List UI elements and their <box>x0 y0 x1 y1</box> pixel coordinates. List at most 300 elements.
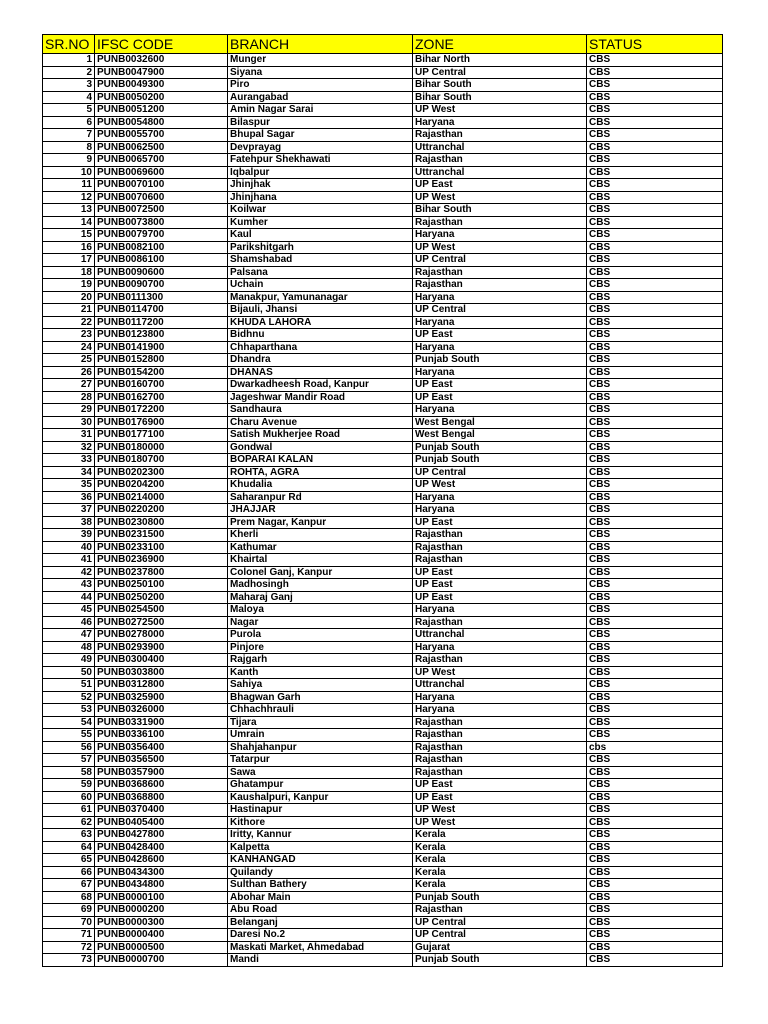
cell-zone: UP West <box>413 191 587 204</box>
cell-zone: Haryana <box>413 504 587 517</box>
cell-zone: Punjab South <box>413 954 587 967</box>
cell-branch: Khudalia <box>228 479 413 492</box>
cell-sr-no: 9 <box>43 154 95 167</box>
cell-branch: Hastinapur <box>228 804 413 817</box>
cell-ifsc-code: PUNB0141900 <box>95 341 228 354</box>
cell-status: CBS <box>587 116 723 129</box>
cell-status: CBS <box>587 266 723 279</box>
table-row <box>43 341 723 354</box>
cell-zone: UP West <box>413 241 587 254</box>
cell-sr-no: 59 <box>43 779 95 792</box>
cell-status: CBS <box>587 516 723 529</box>
cell-zone: Rajasthan <box>413 766 587 779</box>
cell-zone: Haryana <box>413 116 587 129</box>
cell-ifsc-code: PUNB0086100 <box>95 254 228 267</box>
cell-status: CBS <box>587 216 723 229</box>
cell-branch: Tijara <box>228 716 413 729</box>
cell-zone: Kerala <box>413 879 587 892</box>
cell-sr-no: 14 <box>43 216 95 229</box>
cell-ifsc-code: PUNB0368600 <box>95 779 228 792</box>
cell-ifsc-code: PUNB0180700 <box>95 454 228 467</box>
cell-ifsc-code: PUNB0204200 <box>95 479 228 492</box>
cell-sr-no: 3 <box>43 79 95 92</box>
cell-branch: Bijauli, Jhansi <box>228 304 413 317</box>
table-row <box>43 216 723 229</box>
cell-branch: Sulthan Bathery <box>228 879 413 892</box>
cell-ifsc-code: PUNB0427800 <box>95 829 228 842</box>
cell-status: CBS <box>587 841 723 854</box>
table-body <box>43 54 723 967</box>
cell-status: CBS <box>587 54 723 67</box>
cell-zone: Uttranchal <box>413 166 587 179</box>
cell-zone: Haryana <box>413 341 587 354</box>
cell-ifsc-code: PUNB0434300 <box>95 866 228 879</box>
cell-sr-no: 50 <box>43 666 95 679</box>
table-row <box>43 154 723 167</box>
table-row <box>43 604 723 617</box>
cell-ifsc-code: PUNB0069600 <box>95 166 228 179</box>
table-row <box>43 279 723 292</box>
cell-branch: Madhosingh <box>228 579 413 592</box>
cell-ifsc-code: PUNB0293900 <box>95 641 228 654</box>
table-row <box>43 904 723 917</box>
cell-ifsc-code: PUNB0230800 <box>95 516 228 529</box>
cell-branch: Ghatampur <box>228 779 413 792</box>
table-row <box>43 429 723 442</box>
cell-zone: Rajasthan <box>413 266 587 279</box>
cell-branch: Maskati Market, Ahmedabad <box>228 941 413 954</box>
cell-branch: Siyana <box>228 66 413 79</box>
cell-zone: Punjab South <box>413 441 587 454</box>
cell-ifsc-code: PUNB0172200 <box>95 404 228 417</box>
cell-branch: Fatehpur Shekhawati <box>228 154 413 167</box>
cell-branch: Colonel Ganj, Kanpur <box>228 566 413 579</box>
table-row <box>43 516 723 529</box>
cell-status: CBS <box>587 441 723 454</box>
table-row <box>43 366 723 379</box>
cell-ifsc-code: PUNB0160700 <box>95 379 228 392</box>
cell-branch: Maharaj Ganj <box>228 591 413 604</box>
cell-status: CBS <box>587 729 723 742</box>
cell-branch: Tatarpur <box>228 754 413 767</box>
cell-sr-no: 27 <box>43 379 95 392</box>
cell-ifsc-code: PUNB0370400 <box>95 804 228 817</box>
cell-zone: Rajasthan <box>413 904 587 917</box>
header-branch: BRANCH <box>228 35 413 54</box>
table-row <box>43 804 723 817</box>
cell-zone: Kerala <box>413 866 587 879</box>
cell-ifsc-code: PUNB0114700 <box>95 304 228 317</box>
cell-sr-no: 73 <box>43 954 95 967</box>
cell-status: CBS <box>587 404 723 417</box>
cell-branch: Iqbalpur <box>228 166 413 179</box>
cell-status: CBS <box>587 291 723 304</box>
cell-status: CBS <box>587 304 723 317</box>
cell-status: CBS <box>587 429 723 442</box>
cell-ifsc-code: PUNB0047900 <box>95 66 228 79</box>
table-row <box>43 504 723 517</box>
table-row <box>43 54 723 67</box>
table-row <box>43 454 723 467</box>
cell-sr-no: 54 <box>43 716 95 729</box>
cell-zone: West Bengal <box>413 429 587 442</box>
cell-sr-no: 32 <box>43 441 95 454</box>
cell-status: CBS <box>587 829 723 842</box>
table-row <box>43 716 723 729</box>
cell-sr-no: 31 <box>43 429 95 442</box>
cell-zone: Uttranchal <box>413 679 587 692</box>
table-row <box>43 679 723 692</box>
cell-status: CBS <box>587 529 723 542</box>
cell-sr-no: 69 <box>43 904 95 917</box>
cell-status: CBS <box>587 329 723 342</box>
cell-sr-no: 4 <box>43 91 95 104</box>
table-row <box>43 866 723 879</box>
cell-branch: Quilandy <box>228 866 413 879</box>
cell-branch: Bhupal Sagar <box>228 129 413 142</box>
cell-sr-no: 42 <box>43 566 95 579</box>
cell-status: CBS <box>587 816 723 829</box>
table-row <box>43 204 723 217</box>
cell-status: cbs <box>587 741 723 754</box>
cell-ifsc-code: PUNB0054800 <box>95 116 228 129</box>
cell-branch: Purola <box>228 629 413 642</box>
cell-sr-no: 55 <box>43 729 95 742</box>
cell-ifsc-code: PUNB0000300 <box>95 916 228 929</box>
cell-ifsc-code: PUNB0368800 <box>95 791 228 804</box>
cell-status: CBS <box>587 316 723 329</box>
table-row <box>43 466 723 479</box>
cell-ifsc-code: PUNB0233100 <box>95 541 228 554</box>
cell-zone: Bihar South <box>413 204 587 217</box>
cell-sr-no: 66 <box>43 866 95 879</box>
cell-zone: Rajasthan <box>413 129 587 142</box>
cell-zone: Rajasthan <box>413 554 587 567</box>
table-row <box>43 666 723 679</box>
cell-zone: UP East <box>413 791 587 804</box>
cell-status: CBS <box>587 466 723 479</box>
cell-sr-no: 23 <box>43 329 95 342</box>
cell-ifsc-code: PUNB0049300 <box>95 79 228 92</box>
table-row <box>43 854 723 867</box>
table-row <box>43 116 723 129</box>
cell-status: CBS <box>587 716 723 729</box>
cell-ifsc-code: PUNB0062500 <box>95 141 228 154</box>
cell-status: CBS <box>587 354 723 367</box>
cell-status: CBS <box>587 379 723 392</box>
cell-status: CBS <box>587 904 723 917</box>
cell-zone: UP East <box>413 179 587 192</box>
cell-zone: Bihar South <box>413 91 587 104</box>
cell-sr-no: 52 <box>43 691 95 704</box>
cell-sr-no: 51 <box>43 679 95 692</box>
cell-branch: Kithore <box>228 816 413 829</box>
cell-zone: Haryana <box>413 316 587 329</box>
cell-branch: Khairtal <box>228 554 413 567</box>
cell-branch: Chhaparthana <box>228 341 413 354</box>
cell-sr-no: 49 <box>43 654 95 667</box>
header-ifsc-code: IFSC CODE <box>95 35 228 54</box>
table-row <box>43 954 723 967</box>
table-row <box>43 129 723 142</box>
cell-ifsc-code: PUNB0072500 <box>95 204 228 217</box>
cell-zone: Haryana <box>413 604 587 617</box>
cell-status: CBS <box>587 679 723 692</box>
cell-zone: Haryana <box>413 404 587 417</box>
cell-zone: West Bengal <box>413 416 587 429</box>
cell-ifsc-code: PUNB0152800 <box>95 354 228 367</box>
cell-sr-no: 56 <box>43 741 95 754</box>
branch-table <box>42 34 723 967</box>
cell-status: CBS <box>587 879 723 892</box>
cell-sr-no: 57 <box>43 754 95 767</box>
table-row <box>43 166 723 179</box>
cell-ifsc-code: PUNB0065700 <box>95 154 228 167</box>
cell-zone: Rajasthan <box>413 541 587 554</box>
table-row <box>43 316 723 329</box>
cell-status: CBS <box>587 366 723 379</box>
cell-branch: Jageshwar Mandir Road <box>228 391 413 404</box>
cell-sr-no: 58 <box>43 766 95 779</box>
cell-status: CBS <box>587 654 723 667</box>
cell-ifsc-code: PUNB0250100 <box>95 579 228 592</box>
cell-zone: Rajasthan <box>413 754 587 767</box>
cell-zone: Rajasthan <box>413 216 587 229</box>
cell-zone: Bihar North <box>413 54 587 67</box>
cell-status: CBS <box>587 766 723 779</box>
cell-status: CBS <box>587 666 723 679</box>
cell-ifsc-code: PUNB0000100 <box>95 891 228 904</box>
table-row <box>43 291 723 304</box>
cell-branch: Sahiya <box>228 679 413 692</box>
cell-zone: UP West <box>413 816 587 829</box>
cell-zone: UP Central <box>413 66 587 79</box>
cell-ifsc-code: PUNB0254500 <box>95 604 228 617</box>
cell-zone: Rajasthan <box>413 279 587 292</box>
cell-branch: Iritty, Kannur <box>228 829 413 842</box>
cell-status: CBS <box>587 554 723 567</box>
cell-ifsc-code: PUNB0356400 <box>95 741 228 754</box>
table-row <box>43 766 723 779</box>
cell-sr-no: 60 <box>43 791 95 804</box>
table-row <box>43 179 723 192</box>
cell-sr-no: 15 <box>43 229 95 242</box>
cell-ifsc-code: PUNB0303800 <box>95 666 228 679</box>
cell-sr-no: 36 <box>43 491 95 504</box>
table-row <box>43 729 723 742</box>
table-row <box>43 304 723 317</box>
cell-status: CBS <box>587 929 723 942</box>
cell-sr-no: 67 <box>43 879 95 892</box>
cell-status: CBS <box>587 641 723 654</box>
cell-branch: Daresi No.2 <box>228 929 413 942</box>
cell-ifsc-code: PUNB0032600 <box>95 54 228 67</box>
cell-zone: Haryana <box>413 229 587 242</box>
table-row <box>43 329 723 342</box>
cell-branch: Maloya <box>228 604 413 617</box>
cell-ifsc-code: PUNB0073800 <box>95 216 228 229</box>
cell-zone: Haryana <box>413 704 587 717</box>
cell-status: CBS <box>587 454 723 467</box>
cell-sr-no: 25 <box>43 354 95 367</box>
cell-status: CBS <box>587 179 723 192</box>
cell-ifsc-code: PUNB0154200 <box>95 366 228 379</box>
cell-ifsc-code: PUNB0055700 <box>95 129 228 142</box>
cell-ifsc-code: PUNB0180000 <box>95 441 228 454</box>
cell-branch: Bidhnu <box>228 329 413 342</box>
cell-sr-no: 68 <box>43 891 95 904</box>
cell-zone: Uttranchal <box>413 141 587 154</box>
table-row <box>43 104 723 117</box>
cell-ifsc-code: PUNB0220200 <box>95 504 228 517</box>
table-row <box>43 816 723 829</box>
cell-ifsc-code: PUNB0300400 <box>95 654 228 667</box>
cell-status: CBS <box>587 129 723 142</box>
cell-sr-no: 11 <box>43 179 95 192</box>
table-row <box>43 654 723 667</box>
cell-ifsc-code: PUNB0070100 <box>95 179 228 192</box>
table-row <box>43 591 723 604</box>
cell-sr-no: 47 <box>43 629 95 642</box>
cell-branch: Devprayag <box>228 141 413 154</box>
cell-zone: UP Central <box>413 466 587 479</box>
cell-status: CBS <box>587 804 723 817</box>
table-row <box>43 829 723 842</box>
cell-zone: Punjab South <box>413 454 587 467</box>
cell-ifsc-code: PUNB0336100 <box>95 729 228 742</box>
table-row <box>43 404 723 417</box>
cell-zone: UP East <box>413 779 587 792</box>
table-row <box>43 541 723 554</box>
cell-ifsc-code: PUNB0050200 <box>95 91 228 104</box>
cell-ifsc-code: PUNB0331900 <box>95 716 228 729</box>
cell-branch: Mandi <box>228 954 413 967</box>
cell-branch: Kaushalpuri, Kanpur <box>228 791 413 804</box>
cell-status: CBS <box>587 954 723 967</box>
cell-sr-no: 28 <box>43 391 95 404</box>
cell-zone: UP West <box>413 666 587 679</box>
cell-sr-no: 71 <box>43 929 95 942</box>
cell-sr-no: 39 <box>43 529 95 542</box>
cell-status: CBS <box>587 154 723 167</box>
cell-zone: Punjab South <box>413 891 587 904</box>
cell-branch: Shamshabad <box>228 254 413 267</box>
cell-branch: Uchain <box>228 279 413 292</box>
cell-status: CBS <box>587 341 723 354</box>
cell-sr-no: 24 <box>43 341 95 354</box>
cell-ifsc-code: PUNB0428400 <box>95 841 228 854</box>
table-row <box>43 704 723 717</box>
table-row <box>43 629 723 642</box>
cell-branch: Dhandra <box>228 354 413 367</box>
cell-ifsc-code: PUNB0117200 <box>95 316 228 329</box>
table-row <box>43 66 723 79</box>
cell-status: CBS <box>587 91 723 104</box>
cell-branch: Manakpur, Yamunanagar <box>228 291 413 304</box>
cell-sr-no: 43 <box>43 579 95 592</box>
cell-ifsc-code: PUNB0202300 <box>95 466 228 479</box>
cell-status: CBS <box>587 754 723 767</box>
cell-status: CBS <box>587 479 723 492</box>
cell-zone: UP West <box>413 804 587 817</box>
cell-ifsc-code: PUNB0428600 <box>95 854 228 867</box>
cell-zone: Rajasthan <box>413 741 587 754</box>
cell-sr-no: 48 <box>43 641 95 654</box>
table-row <box>43 566 723 579</box>
cell-sr-no: 45 <box>43 604 95 617</box>
cell-sr-no: 7 <box>43 129 95 142</box>
cell-sr-no: 17 <box>43 254 95 267</box>
cell-status: CBS <box>587 866 723 879</box>
cell-ifsc-code: PUNB0214000 <box>95 491 228 504</box>
cell-sr-no: 8 <box>43 141 95 154</box>
cell-sr-no: 12 <box>43 191 95 204</box>
cell-branch: Kaul <box>228 229 413 242</box>
cell-sr-no: 61 <box>43 804 95 817</box>
cell-sr-no: 65 <box>43 854 95 867</box>
table-row <box>43 554 723 567</box>
cell-sr-no: 70 <box>43 916 95 929</box>
cell-sr-no: 19 <box>43 279 95 292</box>
cell-ifsc-code: PUNB0111300 <box>95 291 228 304</box>
table-row <box>43 791 723 804</box>
table-row <box>43 916 723 929</box>
cell-status: CBS <box>587 141 723 154</box>
cell-status: CBS <box>587 891 723 904</box>
cell-zone: UP Central <box>413 929 587 942</box>
cell-zone: Rajasthan <box>413 729 587 742</box>
cell-status: CBS <box>587 541 723 554</box>
cell-status: CBS <box>587 579 723 592</box>
cell-ifsc-code: PUNB0082100 <box>95 241 228 254</box>
cell-branch: Piro <box>228 79 413 92</box>
cell-sr-no: 21 <box>43 304 95 317</box>
table-row <box>43 266 723 279</box>
table-row <box>43 941 723 954</box>
cell-ifsc-code: PUNB0236900 <box>95 554 228 567</box>
table-row <box>43 779 723 792</box>
table-row <box>43 479 723 492</box>
cell-status: CBS <box>587 104 723 117</box>
cell-ifsc-code: PUNB0090700 <box>95 279 228 292</box>
cell-status: CBS <box>587 616 723 629</box>
cell-status: CBS <box>587 854 723 867</box>
table-row <box>43 229 723 242</box>
cell-sr-no: 1 <box>43 54 95 67</box>
cell-zone: Haryana <box>413 691 587 704</box>
cell-ifsc-code: PUNB0231500 <box>95 529 228 542</box>
table-row <box>43 141 723 154</box>
cell-zone: UP East <box>413 516 587 529</box>
cell-zone: Uttranchal <box>413 629 587 642</box>
cell-status: CBS <box>587 491 723 504</box>
cell-ifsc-code: PUNB0000500 <box>95 941 228 954</box>
cell-branch: Satish Mukherjee Road <box>228 429 413 442</box>
cell-zone: Rajasthan <box>413 716 587 729</box>
cell-branch: Abu Road <box>228 904 413 917</box>
cell-zone: Haryana <box>413 641 587 654</box>
cell-status: CBS <box>587 241 723 254</box>
cell-zone: Haryana <box>413 491 587 504</box>
cell-zone: Rajasthan <box>413 654 587 667</box>
cell-status: CBS <box>587 416 723 429</box>
cell-status: CBS <box>587 504 723 517</box>
cell-sr-no: 53 <box>43 704 95 717</box>
cell-zone: UP West <box>413 104 587 117</box>
cell-branch: KANHANGAD <box>228 854 413 867</box>
cell-status: CBS <box>587 629 723 642</box>
cell-branch: Shahjahanpur <box>228 741 413 754</box>
